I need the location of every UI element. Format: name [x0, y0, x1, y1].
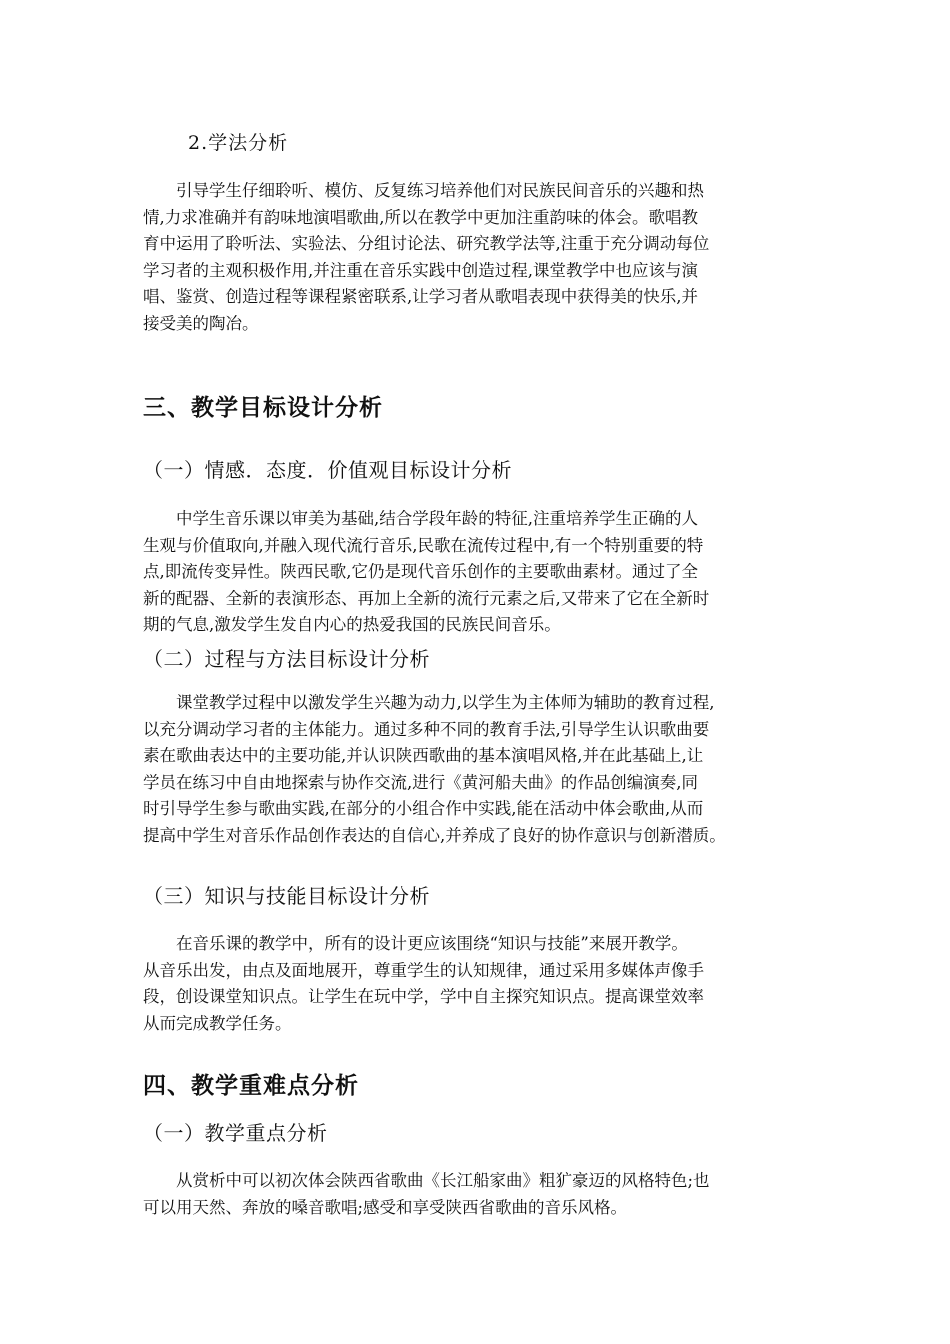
text-line: 段，创设课堂知识点。让学生在玩中学，学中自主探究知识点。提高课堂效率	[143, 987, 704, 1006]
chapter-heading-teaching-goals: 三、教学目标设计分析	[143, 395, 383, 421]
text-line: 情,力求准确并有韵味地演唱歌曲,所以在教学中更加注重韵味的体会。歌唱教	[143, 207, 698, 227]
text-line: 点,即流传变异性。陕西民歌,它仍是现代音乐创作的主要歌曲素材。通过了全	[143, 562, 698, 581]
paragraph-knowledge	[143, 931, 815, 1037]
text-line: 时引导学生参与歌曲实践,在部分的小组合作中实践,能在活动中体会歌曲,从而	[143, 799, 704, 818]
section-heading-study-method: 2.学法分析	[188, 132, 289, 154]
text-line: 中学生音乐课以审美为基础,结合学段年龄的特征,注重培养学生正确的人	[143, 509, 698, 528]
text-line: 从而完成教学任务。	[143, 1013, 292, 1033]
text-line: 生观与价值取向,并融入现代流行音乐,民歌在流传过程中,有一个特别重要的特	[143, 535, 704, 555]
text-line: 接受美的陶冶。	[143, 313, 259, 333]
text-line: 期的气息,激发学生发自内心的热爱我国的民族民间音乐。	[143, 615, 561, 634]
text-line: 学员在练习中自由地探索与协作交流,进行《黄河船夫曲》的作品创编演奏,同	[143, 772, 698, 792]
paragraph-process	[143, 690, 815, 849]
subsection-heading-process: （二）过程与方法目标设计分析	[143, 647, 430, 671]
subsection-heading-emotion: （一）情感．态度．价值观目标设计分析	[143, 458, 512, 482]
text-line: 素在歌曲表达中的主要功能,并认识陕西歌曲的基本演唱风格,并在此基础上,让	[143, 746, 704, 765]
text-line: 以充分调动学习者的主体能力。通过多种不同的教育手法,引导学生认识歌曲要	[143, 719, 710, 739]
text-line: 从音乐出发，由点及面地展开，尊重学生的认知规律，通过采用多媒体声像手	[143, 960, 704, 980]
paragraph-study-method	[143, 178, 815, 337]
text-line: 学习者的主观积极作用,并注重在音乐实践中创造过程,课堂教学中也应该与演	[143, 260, 698, 280]
chapter-heading-key-points: 四、教学重难点分析	[143, 1073, 359, 1099]
text-line: 从赏析中可以初次体会陕西省歌曲《长江船家曲》粗犷豪迈的风格特色;也	[143, 1171, 710, 1190]
paragraph-key-focus	[143, 1168, 815, 1221]
text-line: 可以用天然、奔放的嗓音歌唱;感受和享受陕西省歌曲的音乐风格。	[143, 1197, 628, 1217]
text-line: 唱、鉴赏、创造过程等课程紧密联系,让学习者从歌唱表现中获得美的快乐,并	[143, 287, 698, 306]
text-line: 提高中学生对音乐作品创作表达的自信心,并养成了良好的协作意识与创新潜质。	[143, 825, 726, 845]
text-line: 引导学生仔细聆听、模仿、反复练习培养他们对民族民间音乐的兴趣和热	[143, 181, 704, 200]
paragraph-emotion	[143, 506, 815, 639]
text-line: 在音乐课的教学中，所有的设计更应该围绕“知识与技能”来展开教学。	[143, 934, 688, 953]
text-line: 课堂教学过程中以激发学生兴趣为动力,以学生为主体师为辅助的教育过程,	[143, 693, 715, 712]
text-line: 育中运用了聆听法、实验法、分组讨论法、研究教学法等,注重于充分调动每位	[143, 234, 710, 253]
text-line: 新的配器、全新的表演形态、再加上全新的流行元素之后,又带来了它在全新时	[143, 588, 710, 608]
subsection-heading-key-focus: （一）教学重点分析	[143, 1121, 328, 1145]
subsection-heading-knowledge: （三）知识与技能目标设计分析	[143, 884, 430, 908]
